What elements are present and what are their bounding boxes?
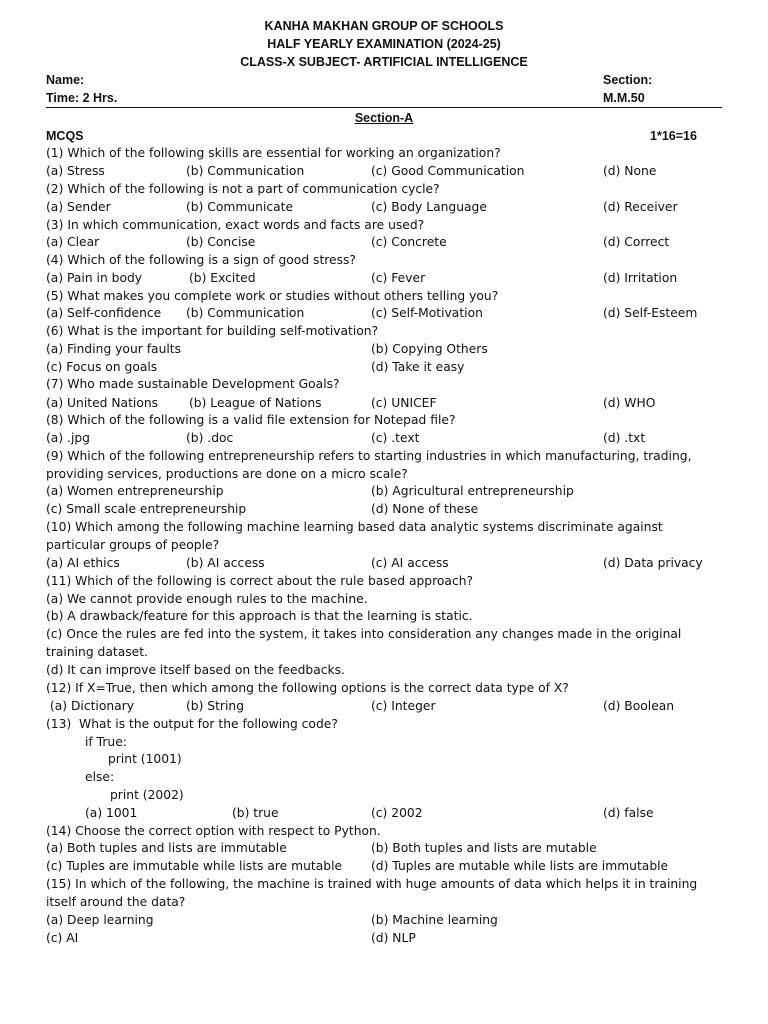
q2-option-a: (a) Sender	[46, 200, 111, 214]
q5-option-d: (d) Self-Esteem	[603, 306, 698, 320]
question-15-line-2: itself around the data?	[46, 895, 186, 909]
q6-option-c: (c) Focus on goals	[46, 360, 158, 374]
q15-option-d: (d) NLP	[371, 931, 416, 945]
q8-option-c: (c) .text	[371, 431, 420, 445]
q8-option-a: (a) .jpg	[46, 431, 90, 445]
question-6: (6) What is the important for building self-motivation?	[46, 324, 379, 338]
q11-option-a: (a) We cannot provide enough rules to the machine.	[46, 592, 368, 606]
mcqs-marks: 1*16=16	[650, 129, 697, 143]
q4-option-b: (b) Excited	[189, 271, 256, 285]
q3-option-a: (a) Clear	[46, 235, 100, 249]
q2-option-b: (b) Communicate	[186, 200, 294, 214]
q12-option-a: (a) Dictionary	[46, 699, 135, 713]
question-3: (3) In which communication, exact words and facts are used?	[46, 218, 425, 232]
q12-option-d: (d) Boolean	[603, 699, 675, 713]
q13-option-c: (c) 2002	[371, 806, 423, 820]
q1-option-c: (c) Good Communication	[371, 164, 525, 178]
q13-code-line-4: print (2002)	[110, 788, 184, 802]
q10-option-c: (c) AI access	[371, 556, 449, 570]
q10-option-a: (a) AI ethics	[46, 556, 120, 570]
q11-option-c-line-1: (c) Once the rules are fed into the system, it takes into consideration any changes made in the original	[46, 627, 682, 641]
q4-option-c: (c) Fever	[371, 271, 426, 285]
header-divider	[46, 107, 722, 108]
question-12: (12) If X=True, then which among the following options is the correct data type of X?	[46, 681, 569, 695]
q14-option-b: (b) Both tuples and lists are mutable	[371, 841, 597, 855]
q8-option-d: (d) .txt	[603, 431, 646, 445]
q3-option-b: (b) Concise	[186, 235, 256, 249]
q9-option-a: (a) Women entrepreneurship	[46, 484, 224, 498]
q8-option-b: (b) .doc	[186, 431, 234, 445]
q10-option-b: (b) AI access	[186, 556, 265, 570]
section-label: Section:	[603, 73, 653, 87]
q15-option-c: (c) AI	[46, 931, 79, 945]
q3-option-c: (c) Concrete	[371, 235, 447, 249]
q7-option-a: (a) United Nations	[46, 396, 159, 410]
name-label: Name:	[46, 73, 85, 87]
q9-option-b: (b) Agricultural entrepreneurship	[371, 484, 574, 498]
q2-option-d: (d) Receiver	[603, 200, 678, 214]
question-5: (5) What makes you complete work or studies without others telling you?	[46, 289, 499, 303]
question-2: (2) Which of the following is not a part of communication cycle?	[46, 182, 440, 196]
q7-option-d: (d) WHO	[603, 396, 656, 410]
q10-option-d: (d) Data privacy	[603, 556, 703, 570]
question-10-line-1: (10) Which among the following machine learning based data analytic systems discriminate against	[46, 520, 663, 534]
question-1: (1) Which of the following skills are essential for working an organization?	[46, 146, 501, 160]
q11-option-d: (d) It can improve itself based on the feedbacks.	[46, 663, 345, 677]
question-15-line-1: (15) In which of the following, the machine is trained with huge amounts of data which helps it in training	[46, 877, 698, 891]
q15-option-a: (a) Deep learning	[46, 913, 154, 927]
question-4: (4) Which of the following is a sign of good stress?	[46, 253, 356, 267]
question-9-line-1: (9) Which of the following entrepreneurship refers to starting industries in which manufacturing, trading,	[46, 449, 692, 463]
q1-option-a: (a) Stress	[46, 164, 105, 178]
q13-code-line-3: else:	[85, 770, 115, 784]
q14-option-d: (d) Tuples are mutable while lists are immutable	[371, 859, 669, 873]
q6-option-b: (b) Copying Others	[371, 342, 488, 356]
q11-option-c-line-2: training dataset.	[46, 645, 148, 659]
question-8: (8) Which of the following is a valid file extension for Notepad file?	[46, 413, 456, 427]
question-7: (7) Who made sustainable Development Goals?	[46, 377, 340, 391]
q4-option-d: (d) Irritation	[603, 271, 678, 285]
q11-option-b: (b) A drawback/feature for this approach is that the learning is static.	[46, 609, 473, 623]
time-label: Time: 2 Hrs.	[46, 91, 118, 105]
q13-code-line-1: if True:	[85, 735, 127, 749]
q13-option-d: (d) false	[603, 806, 654, 820]
school-name: KANHA MAKHAN GROUP OF SCHOOLS	[264, 19, 504, 33]
q4-option-a: (a) Pain in body	[46, 271, 143, 285]
question-10-line-2: particular groups of people?	[46, 538, 220, 552]
q1-option-b: (b) Communication	[186, 164, 305, 178]
class-subject: CLASS-X SUBJECT- ARTIFICIAL INTELLIGENCE	[240, 55, 528, 69]
q13-option-a: (a) 1001	[85, 806, 138, 820]
q14-option-c: (c) Tuples are immutable while lists are mutable	[46, 859, 343, 873]
question-13: (13) What is the output for the following code?	[46, 717, 338, 731]
q5-option-c: (c) Self-Motivation	[371, 306, 483, 320]
q15-option-b: (b) Machine learning	[371, 913, 498, 927]
question-14: (14) Choose the correct option with respect to Python.	[46, 824, 381, 838]
question-9-line-2: providing services, productions are done on a micro scale?	[46, 467, 408, 481]
exam-title: HALF YEARLY EXAMINATION (2024-25)	[267, 37, 501, 51]
q6-option-a: (a) Finding your faults	[46, 342, 182, 356]
q12-option-b: (b) String	[186, 699, 245, 713]
q2-option-c: (c) Body Language	[371, 200, 487, 214]
q14-option-a: (a) Both tuples and lists are immutable	[46, 841, 287, 855]
q13-code-line-2: print (1001)	[108, 752, 182, 766]
q12-option-c: (c) Integer	[371, 699, 436, 713]
q3-option-d: (d) Correct	[603, 235, 670, 249]
section-a-title: Section-A	[354, 111, 414, 125]
mcqs-label: MCQS	[46, 129, 84, 143]
q13-option-b: (b) true	[232, 806, 279, 820]
q7-option-b: (b) League of Nations	[189, 396, 322, 410]
q5-option-a: (a) Self-confidence	[46, 306, 162, 320]
marks-label: M.M.50	[603, 91, 645, 105]
q7-option-c: (c) UNICEF	[371, 396, 437, 410]
q9-option-c: (c) Small scale entrepreneurship	[46, 502, 247, 516]
q9-option-d: (d) None of these	[371, 502, 479, 516]
q6-option-d: (d) Take it easy	[371, 360, 465, 374]
question-11: (11) Which of the following is correct about the rule based approach?	[46, 574, 474, 588]
q5-option-b: (b) Communication	[186, 306, 305, 320]
q1-option-d: (d) None	[603, 164, 657, 178]
